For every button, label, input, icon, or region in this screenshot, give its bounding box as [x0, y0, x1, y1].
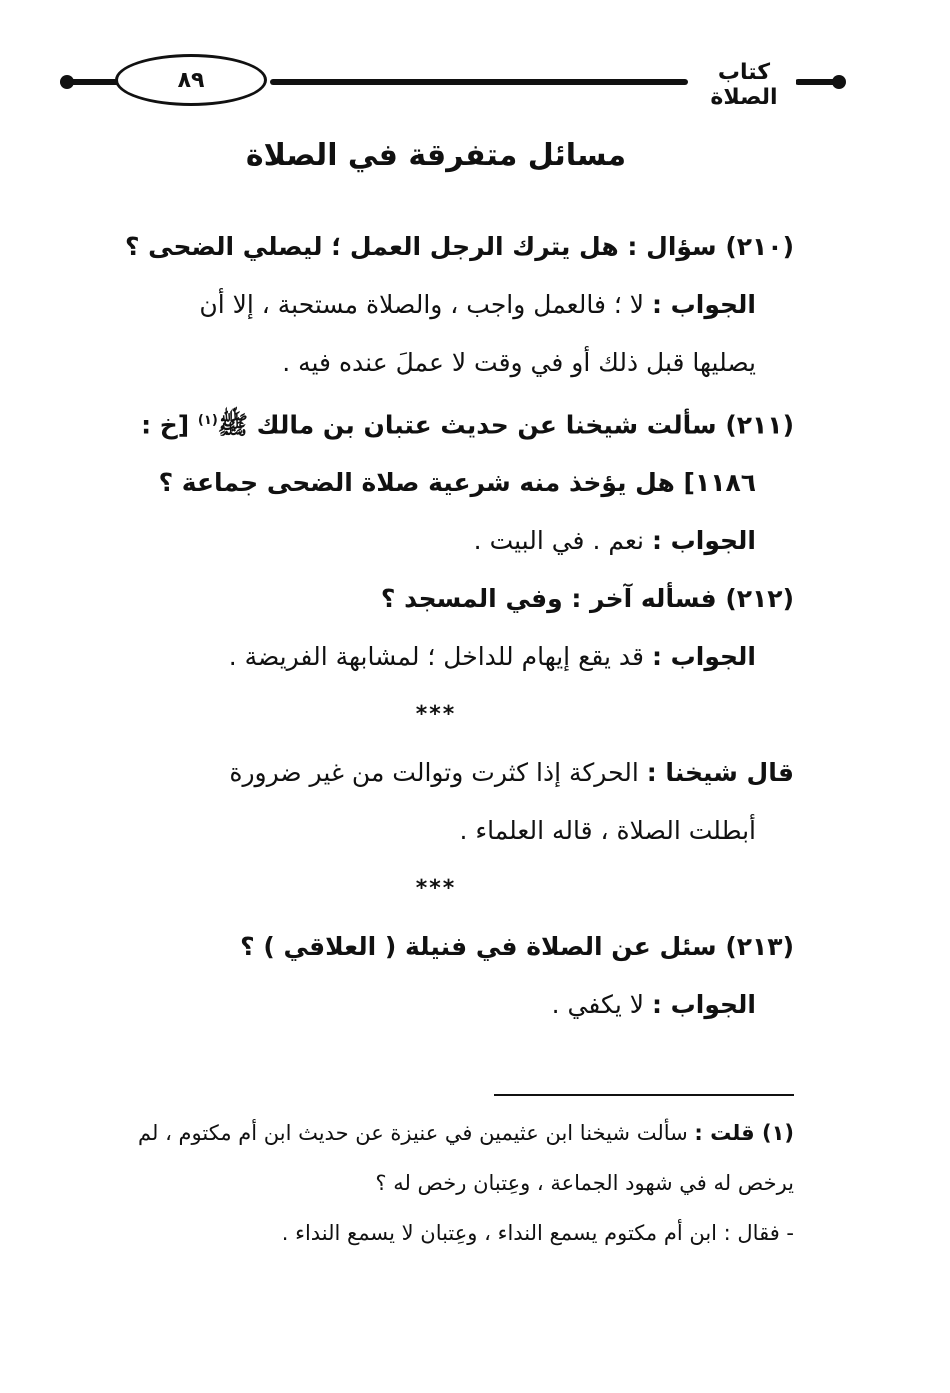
footnotes [78, 1108, 794, 1258]
note-line-1 [78, 744, 794, 802]
header-dot-left [60, 75, 74, 89]
question-211-line-1 [78, 392, 794, 454]
header-dot-right [832, 75, 846, 89]
footnote-line-2: يرخص له في شهود الجماعة ، وعِتبان رخص له ؟ [375, 1171, 794, 1196]
footnote-line-1 [78, 1108, 794, 1158]
question-211-text-1: سألت شيخنا عن حديث عتبان بن مالك ﷺ [217, 410, 726, 440]
separator-2: *** [415, 876, 457, 902]
answer-213 [78, 976, 794, 1034]
footnote-ref[interactable]: (١) [197, 413, 218, 428]
page-number-oval [115, 54, 267, 106]
answer-210-line-2: يصليها قبل ذلك أو في وقت لا عملَ عنده فيه . [282, 348, 756, 377]
answer-210-label: الجواب : [651, 290, 756, 319]
footnote-line-3: - فقال : ابن أم مكتوم يسمع النداء ، وعِتبان لا يسمع النداء . [281, 1221, 794, 1246]
page-header [60, 52, 850, 112]
question-211-label: (٢١١) [725, 410, 794, 440]
question-212-text: فسأله آخر : وفي المسجد ؟ [380, 584, 726, 614]
header-rule-middle [270, 79, 688, 85]
answer-210-text-1: لا ؛ فالعمل واجب ، والصلاة مستحبة ، إلا أن [199, 290, 652, 319]
footnote-label: (١) قلت : [694, 1121, 794, 1146]
footnote-divider [494, 1094, 794, 1096]
separator-1: *** [415, 702, 457, 728]
question-211-line-2: ١١٨٦] هل يؤخذ منه شرعية صلاة الضحى جماعة ؟ [158, 468, 756, 498]
page-body [78, 138, 794, 1258]
answer-210-line-1 [78, 276, 794, 334]
answer-213-label: الجواب : [651, 990, 756, 1020]
book-title: كتاب الصلاة [692, 60, 796, 110]
question-210-label: (٢١٠) سؤال : [627, 232, 794, 261]
page-number: ٨٩ [177, 67, 205, 93]
answer-211-label: الجواب : [651, 526, 756, 556]
footnote-text-1: سألت شيخنا ابن عثيمين في عنيزة عن حديث ابن أم مكتوم ، لم [138, 1121, 695, 1146]
answer-212 [78, 628, 794, 686]
answer-212-text: قد يقع إيهام للداخل ؛ لمشابهة الفريضة . [228, 642, 652, 672]
note-text-1: الحركة إذا كثرت وتوالت من غير ضرورة [229, 758, 647, 788]
answer-213-text: لا يكفي . [551, 990, 652, 1020]
note-line-2: أبطلت الصلاة ، قاله العلماء . [459, 816, 756, 846]
section-title: مسائل متفرقة في الصلاة [245, 138, 627, 173]
answer-211-text: نعم . في البيت . [473, 526, 652, 556]
note-label: قال شيخنا : [646, 758, 794, 788]
question-210 [78, 218, 794, 276]
question-211-text-1b: [خ : [141, 410, 198, 440]
answer-212-label: الجواب : [651, 642, 756, 672]
answer-211 [78, 512, 794, 570]
question-213-text: سئل عن الصلاة في فنيلة ( العلاقي ) ؟ [240, 932, 726, 962]
question-213 [78, 918, 794, 976]
question-213-label: (٢١٣) [725, 932, 794, 962]
question-212 [78, 570, 794, 628]
question-212-label: (٢١٢) [725, 584, 794, 614]
question-210-text: هل يترك الرجل العمل ؛ ليصلي الضحى ؟ [124, 232, 628, 261]
